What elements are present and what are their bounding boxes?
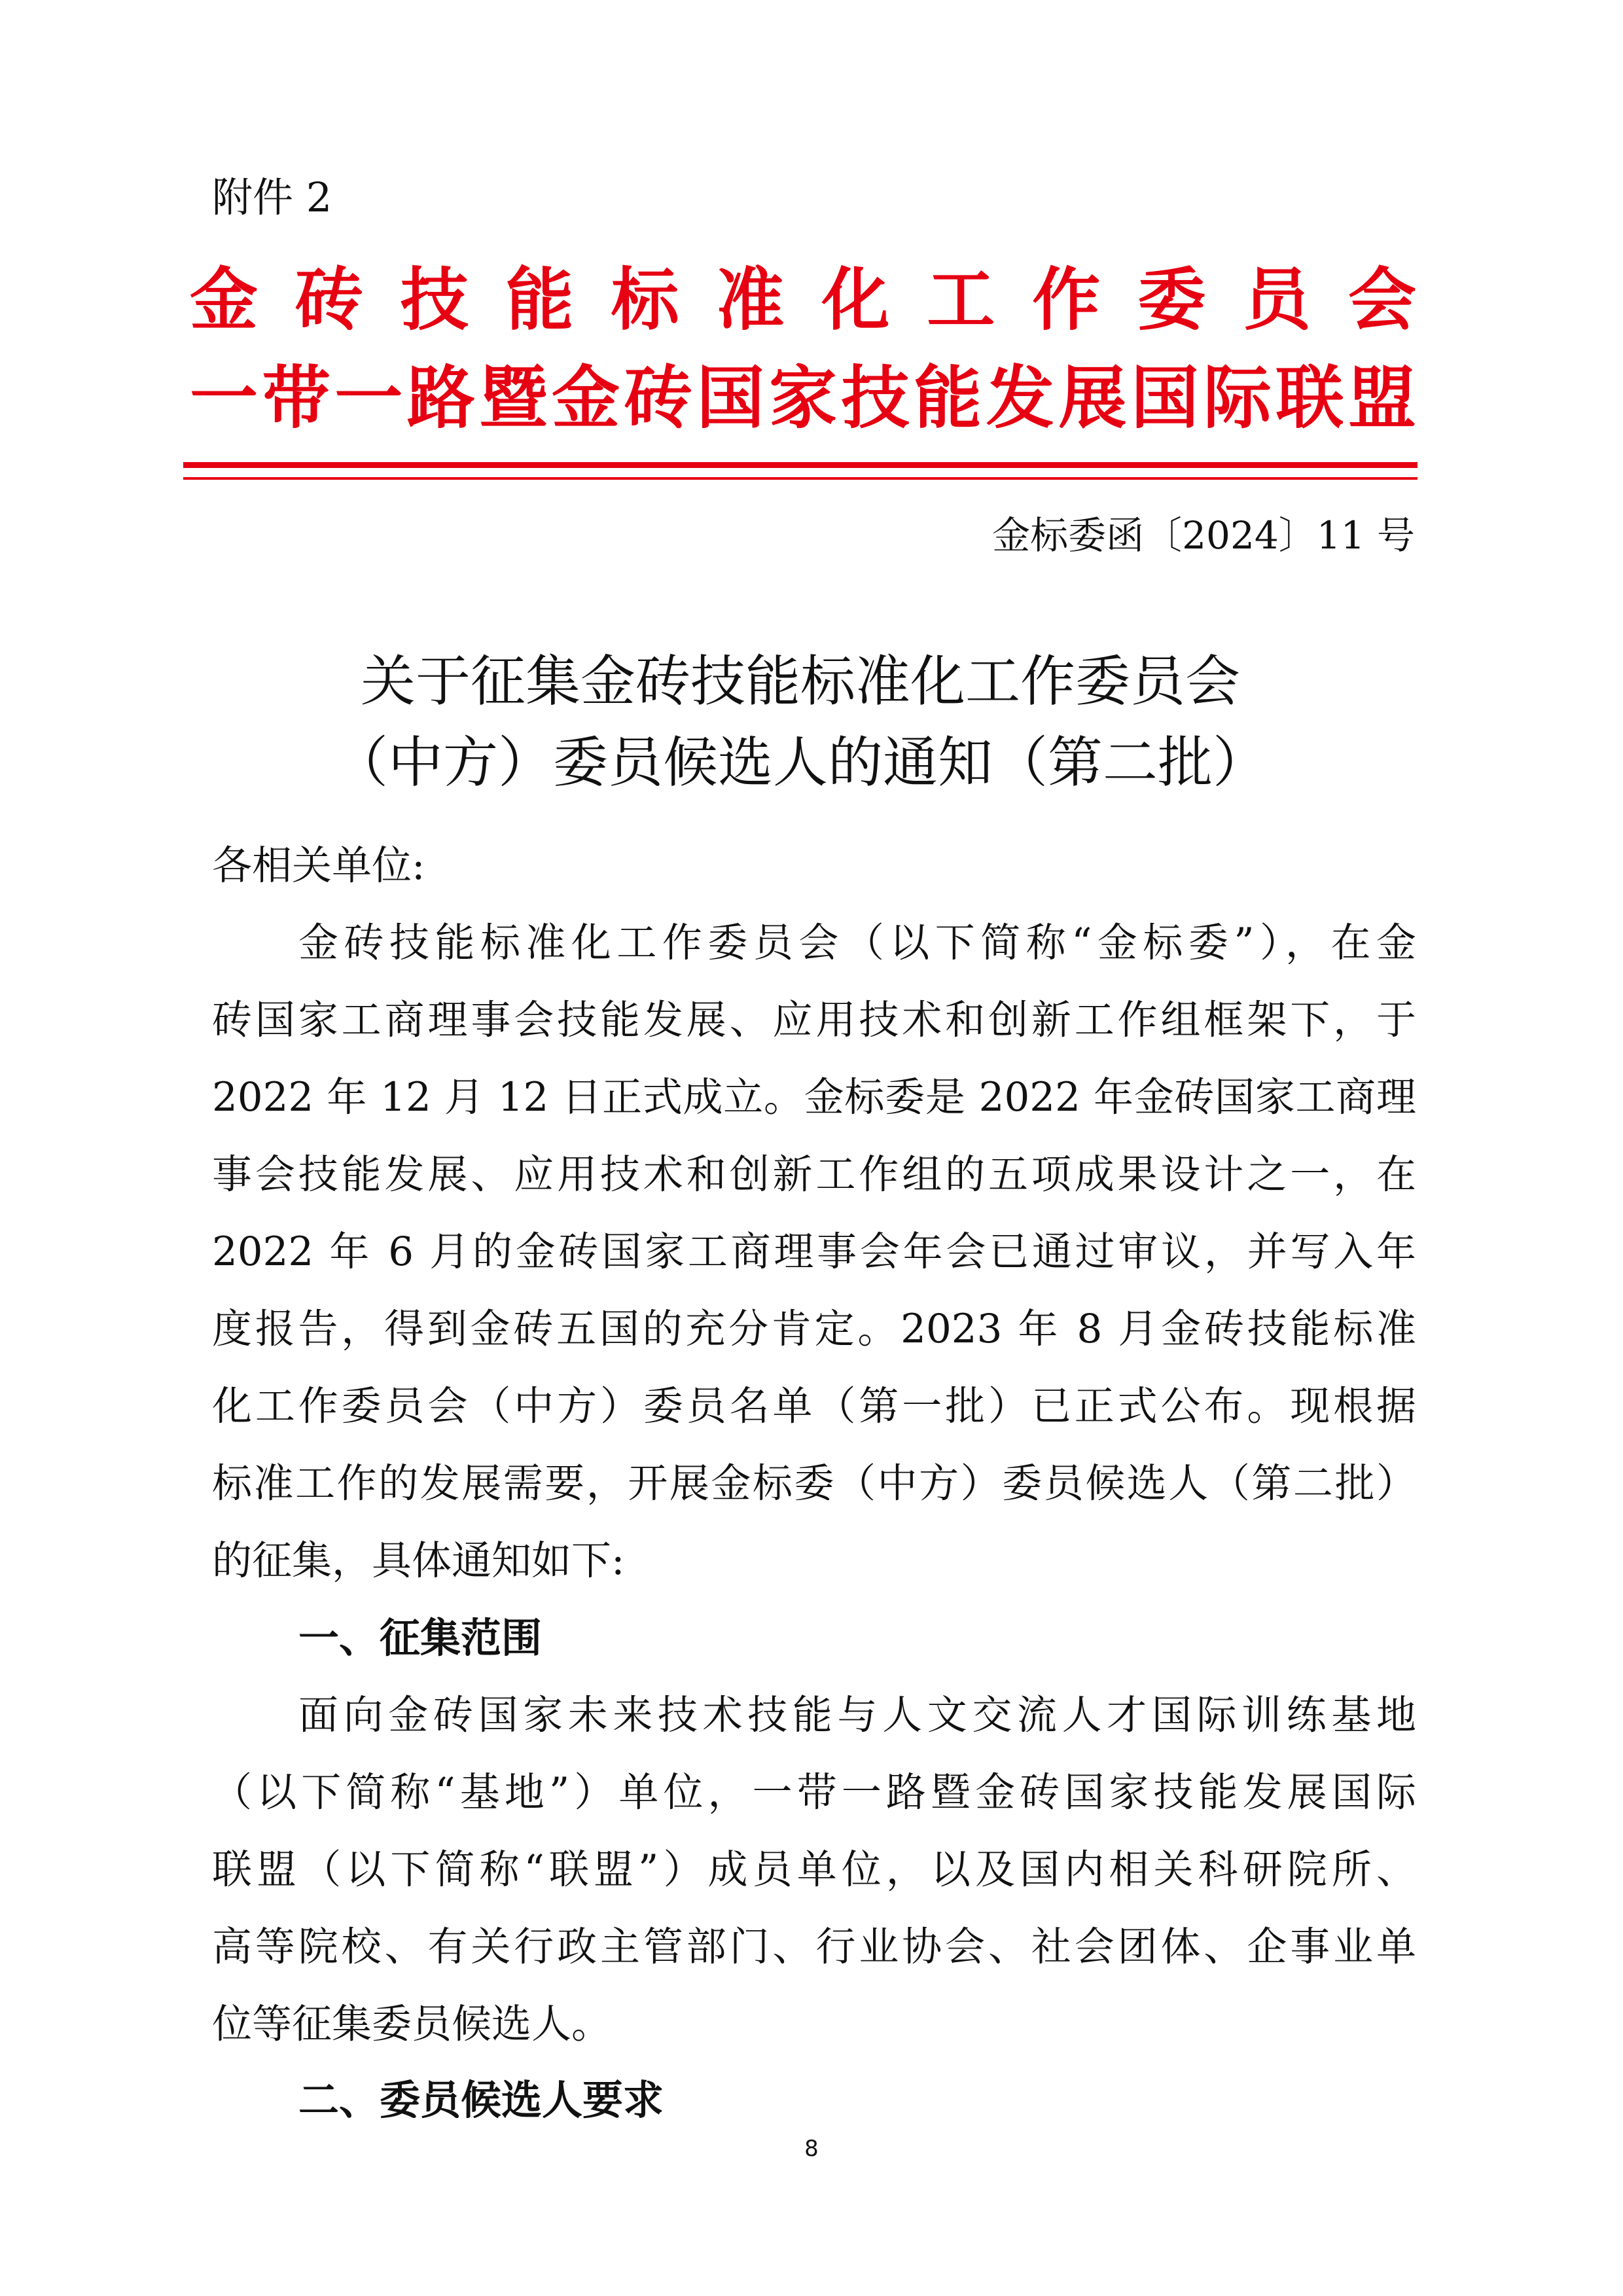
document-title-line-2: （中方）委员候选人的通知（第二批）: [332, 730, 1268, 795]
paragraph-line: 联盟（以下简称“联盟”）成员单位，以及国内相关科研院所、: [212, 1846, 1416, 1893]
document-title-line-1: 关于征集金砖技能标准化工作委员会: [360, 649, 1240, 713]
paragraph-line: 化工作委员会（中方）委员名单（第一批）已正式公布。现根据: [212, 1383, 1416, 1429]
issuer-header-line-1: 金砖技能标准化工作委员会: [190, 260, 1416, 340]
paragraph-line: 金砖技能标准化工作委员会（以下简称“金标委”），在金: [298, 920, 1416, 966]
paragraph-line: （以下简称“基地”）单位，一带一路暨金砖国家技能发展国际: [212, 1769, 1416, 1816]
document-number: 金标委函〔2024〕11 号: [992, 513, 1415, 558]
paragraph-line: 度报告，得到金砖五国的充分肯定。2023 年 8 月金砖技能标准: [212, 1306, 1416, 1352]
header-rule-thick: [183, 462, 1418, 468]
paragraph-line: 面向金砖国家未来技术技能与人文交流人才国际训练基地: [298, 1692, 1416, 1738]
attachment-label: 附件 2: [212, 173, 332, 221]
paragraph-line: 砖国家工商理事会技能发展、应用技术和创新工作组框架下，于: [212, 997, 1416, 1043]
paragraph-line: 高等院校、有关行政主管部门、行业协会、社会团体、企事业单: [212, 1924, 1416, 1970]
salutation: 各相关单位:: [212, 842, 425, 889]
issuer-header-line-2: 一带一路暨金砖国家技能发展国际联盟: [190, 358, 1416, 438]
header-rule-thin: [183, 477, 1418, 480]
paragraph-line: 位等征集委员候选人。: [212, 2001, 612, 2047]
paragraph-line: 2022 年 12 月 12 日正式成立。金标委是 2022 年金砖国家工商理: [212, 1074, 1416, 1121]
paragraph-line: 事会技能发展、应用技术和创新工作组的五项成果设计之一，在: [212, 1151, 1416, 1198]
paragraph-line: 标准工作的发展需要，开展金标委（中方）委员候选人（第二批）: [212, 1460, 1416, 1507]
section-heading-requirements: 二、委员候选人要求: [298, 2076, 664, 2124]
paragraph-line: 2022 年 6 月的金砖国家工商理事会年会已通过审议，并写入年: [212, 1229, 1416, 1275]
section-heading-scope: 一、征集范围: [298, 1614, 543, 1662]
page-number: 8: [804, 2136, 819, 2162]
paragraph-line: 的征集，具体通知如下:: [212, 1537, 625, 1584]
